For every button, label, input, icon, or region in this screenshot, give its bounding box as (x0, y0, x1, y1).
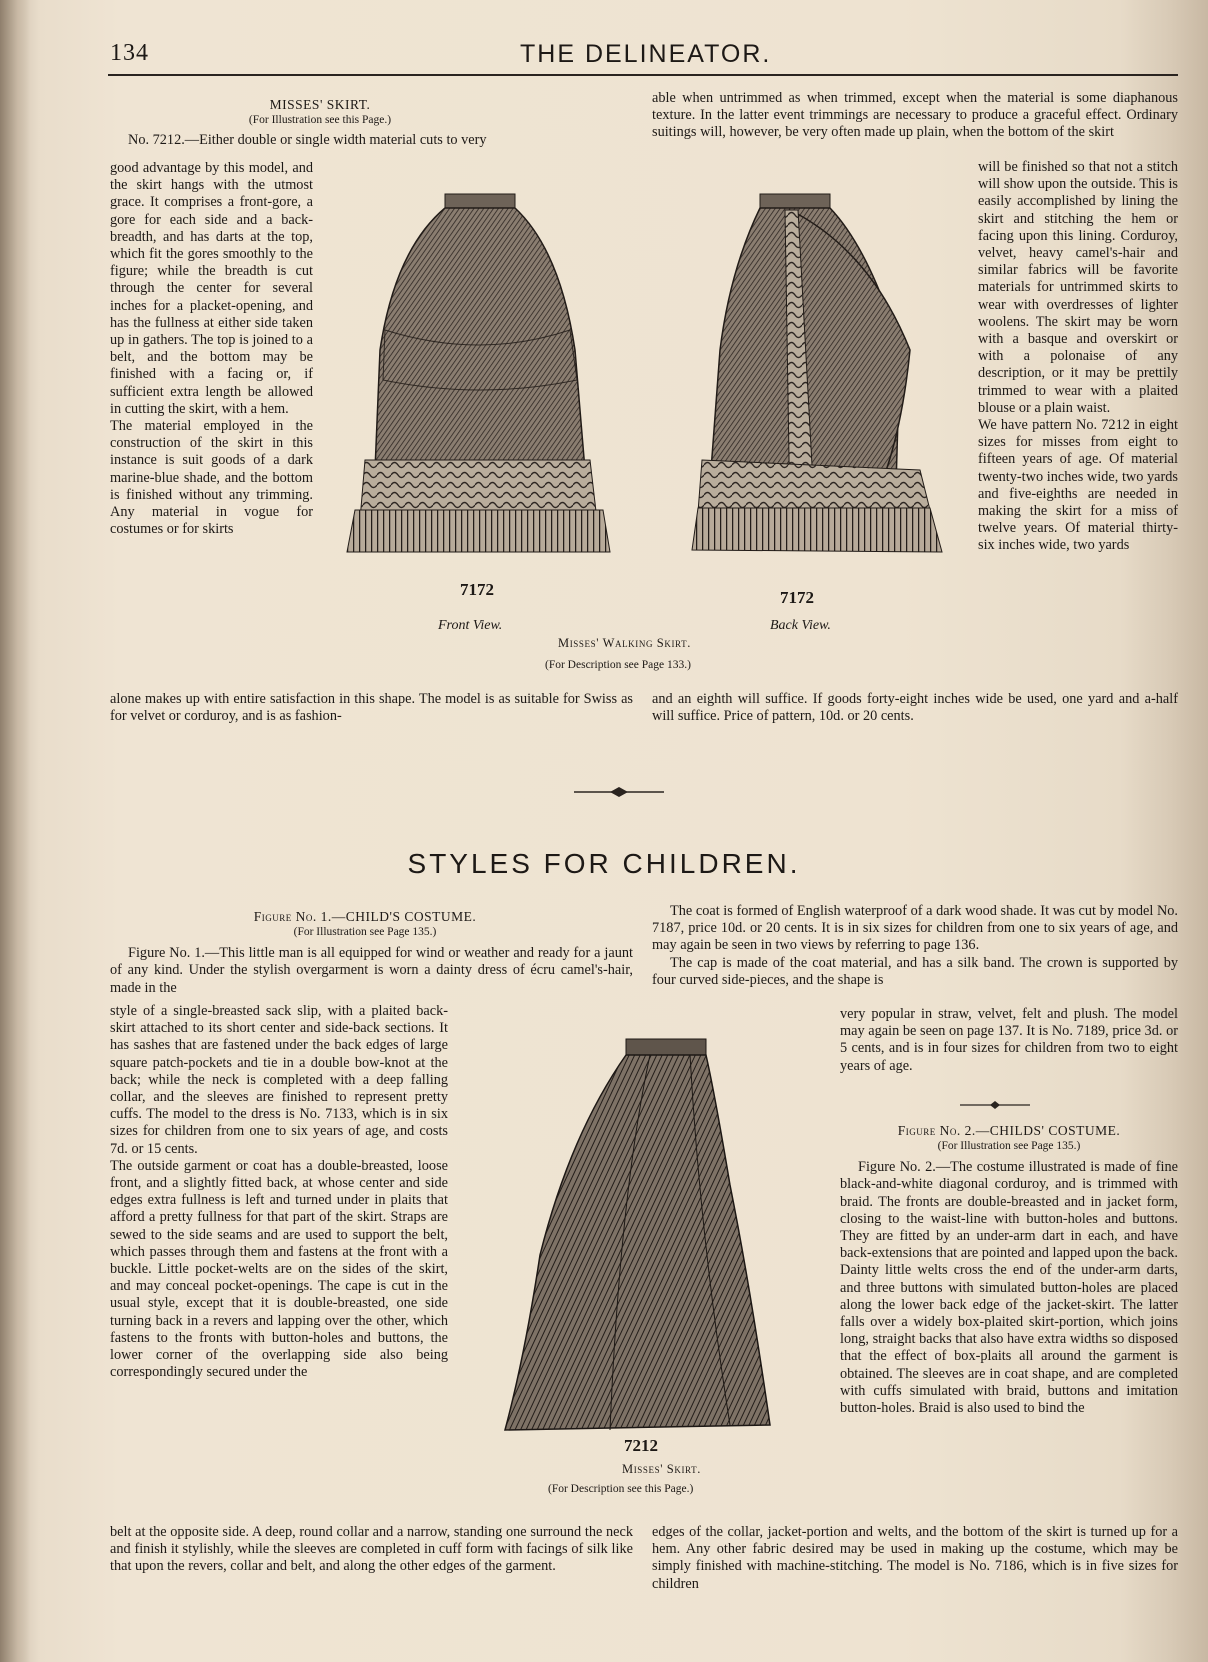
figure1-para2-wide: belt at the opposite side. A deep, round collar and a narrow, standing one surround the neck and finish it stylishly, while the sleeves are completed in cuff form with facings of silk like that upon the revers, collar and belt, and along the other edges of the garment. (110, 1524, 633, 1575)
figure1-right-block (652, 903, 1178, 989)
misses-skirt-para2-wide: alone makes up with entire satisfaction in this shape. The model is as suitable for Swiss as for velvet or corduroy, and is as fashion- (110, 691, 633, 725)
misses-skirt-narrow-col (110, 160, 313, 538)
figure2-para-narrow: Figure No. 2.—The costume illustrated is made of fine black-and-white diagonal corduroy, and is trimmed with braid. The fronts are double-breasted and in jacket form, closing to the waist-line with button-holes and buttons. They are fitted by an under-arm dart in each, and have back-extensions that are pointed and lapped upon the back. Dainty little welts cross the end of the under-arm darts, and three buttons with simulated button-holes are placed along the lower back edge of the jacket-skirt. The latter falls over a widely box-plaited skirt-portion, which joins long, straight backs that also have extra widths so disposed that the effect of box-plaits all around the garment is obtained. The sleeves are in coat shape, and are completed with cuffs simulated with braid, buttons and imitation button-holes. Braid is also used to bind the (840, 1159, 1178, 1417)
figure1-right-cap-narrow: very popular in straw, velvet, felt and plush. The model may again be seen on page 137. It is No. 7189, price 3d. or 5 cents, and is in four sizes for children from two to eight years of age. (840, 1006, 1178, 1074)
misses-skirt-ref: (For Illustration see this Page.) (248, 114, 392, 127)
magazine-title: THE DELINEATOR. (520, 40, 772, 68)
back-view-label: Back View. (770, 618, 831, 633)
divider-ornament-icon (574, 786, 664, 798)
skirt-7212-caption: Misses' Skirt. (622, 1462, 701, 1476)
figure1-ref: (For Illustration see Page 135.) (293, 926, 437, 939)
figure2-ref: (For Illustration see Page 135.) (937, 1140, 1081, 1153)
misses-skirt-right-top: able when untrimmed as when trimmed, except when the material is some diaphanous texture. In the latter event trimmings are necessary to produce a graceful effect. Ordinary suitings will, however, be very often made up plain, when the bottom of the skirt (652, 90, 1178, 141)
figure1-para1-narrow: style of a single-breasted sack slip, with a plaited back-skirt attached to its short center and side-back sections. It has sashes that are fastened under the back edges of large square patch-pockets and tie in a double bow-knot at the back; while the neck is completed with a deep falling collar, and the sleeves are finished to represent pretty cuffs. The model to the dress is No. 7133, which is in six sizes for children from one to six years of age, and costs 7d. or 15 cents. (110, 1003, 448, 1157)
figure1-narrow-col (110, 1003, 448, 1381)
figure1-para2-narrow: The outside garment or coat has a double-breasted, loose front, and a slightly fitted back, at whose center and side edges extra fullness is left and turned under in plaits that afford a pretty fullness for that part of the skirt. Straps are sewed to the side seams and are used to support the belt, which passes through them and fastens at the front with a buckle. Little pocket-welts are on the sides of the skirt, and may conceal pocket-openings. The cape is cut in the usual style, except that it is double-breasted, one side turning back in a revers and lapping over the other, which fastens to the fronts with button-holes and buttons, the lower corner of the overlapping side also being correspondingly secured under the (110, 1157, 448, 1381)
misses-skirt-para1-top: No. 7212.—Either double or single width material cuts to very (128, 132, 487, 149)
page-number: 134 (110, 40, 149, 66)
front-view-label: Front View. (438, 618, 503, 633)
back-view-number: 7172 (780, 588, 814, 607)
header-rule (108, 74, 1178, 76)
figure1-para1-top: Figure No. 1.—This little man is all equipped for wind or weather and ready for a jaunt of any kind. Under the stylish overgarment is worn a dainty dress of écru camel's-hair, made in the (110, 945, 633, 996)
figure1-right-cap-top: The cap is made of the coat material, and has a silk band. The crown is supported by four curved side-pieces, and the shape is (652, 954, 1178, 988)
skirt-7212-ref: (For Description see this Page.) (548, 1483, 694, 1495)
misses-skirt-para2-narrow: The material employed in the construction of the skirt in this instance is suit goods of a dark marine-blue shade, and the bottom is finished without any trimming. Any material in vogue for costumes or for skirts (110, 418, 313, 538)
figure1-block (110, 908, 633, 997)
front-view-number: 7172 (460, 580, 494, 599)
misses-skirt-right-narrow-1: will be finished so that not a stitch will show upon the outside. This is easily accomplished by lining the skirt and stitching the hem or facing upon this lining. Corduroy, velvet, heavy camel's-hair and similar fabrics will be favorite materials for untrimmed skirts to wear with overdresses of lighter woolens. The skirt may be worn with a basque and overskirt or with a polonaise of any description, or it may be prettily trimmed to wear with a plaited blouse or a plain waist. (978, 159, 1178, 416)
walking-skirt-front-illustration (335, 190, 625, 580)
walking-skirt-caption: Misses' Walking Skirt. (558, 636, 691, 650)
skirt-7212-number: 7212 (624, 1436, 658, 1455)
figure2-heading-block (840, 1122, 1178, 1417)
figure1-right-top: The coat is formed of English waterproof of a dark wood shade. It was cut by model No. 7187, price 10d. or 20 cents. It is in six sizes for children from one to six years of age, and may again be seen in two views by referring to page 136. (652, 903, 1178, 954)
figure1-heading: Figure No. 1.—CHILD'S COSTUME. (253, 909, 477, 924)
section-title: STYLES FOR CHILDREN. (407, 848, 801, 879)
walking-skirt-back-illustration (690, 190, 960, 580)
misses-skirt-7212-illustration (500, 1035, 800, 1435)
small-divider-icon (960, 1100, 1030, 1110)
misses-skirt-right-narrow (978, 159, 1178, 555)
book-spine-shadow (0, 0, 30, 1662)
figure2-para-wide: edges of the collar, jacket-portion and welts, and the bottom of the skirt is turned up for a hem. Any other fabric desired may be used in making up the costume, which may be simply finished with machine-stitching. The model is No. 7186, which is in five sizes for children (652, 1524, 1178, 1592)
walking-skirt-ref: (For Description see Page 133.) (545, 659, 691, 671)
misses-skirt-right-narrow-2: We have pattern No. 7212 in eight sizes for misses from eight to fifteen years of age. Of material twenty-two inches wide, two yards and five-eighths are needed in making the skirt for a miss of twelve years. Of material thirty-six inches wide, two yards (978, 417, 1178, 554)
figure2-heading: Figure No. 2.—CHILDS' COSTUME. (897, 1123, 1121, 1138)
misses-skirt-right-bottom: and an eighth will suffice. If goods forty-eight inches wide be used, one yard and a-half will suffice. Price of pattern, 10d. or 20 cents. (652, 691, 1178, 725)
misses-skirt-para1-narrow: good advantage by this model, and the skirt hangs with the utmost grace. It comprises a front-gore, a gore for each side and a back-breadth, and has darts at the top, which fit the gores smoothly to the figure; while the breadth is cut through the center for several inches for a placket-opening, and has the fullness at either side taken up in gathers. The top is joined to a belt, and the bottom may be finished with a facing or, if sufficient extra length be allowed in cutting the skirt, with a hem. (110, 160, 313, 417)
misses-skirt-heading-block (110, 96, 630, 149)
misses-skirt-heading: MISSES' SKIRT. (269, 97, 371, 112)
